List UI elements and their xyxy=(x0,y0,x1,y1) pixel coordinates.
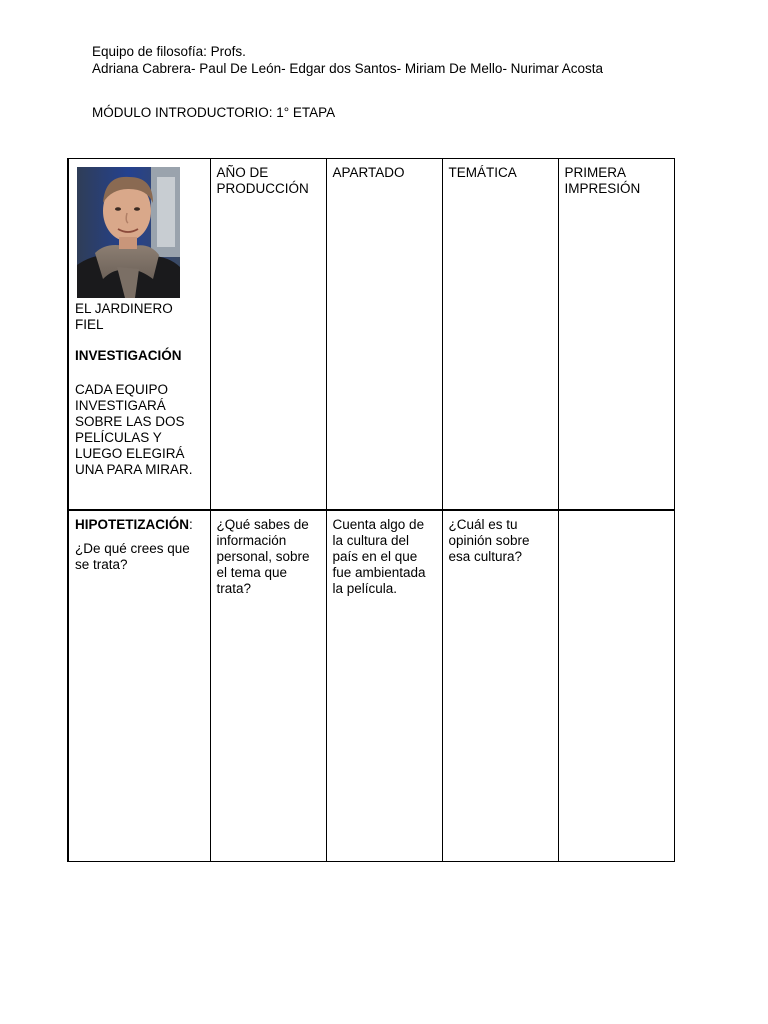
film-title: EL JARDINERO FIEL xyxy=(75,301,173,332)
table-row xyxy=(68,510,674,862)
research-instructions: CADA EQUIPO INVESTIGARÁ SOBRE LAS DOS PELÍCULAS Y LUEGO ELEGIRÁ UNA PARA MIRAR. xyxy=(75,382,193,477)
actor-photo xyxy=(77,167,180,298)
first-impression-header: PRIMERA IMPRESIÓN xyxy=(558,159,674,511)
hypothesis-label: HIPOTETIZACIÓN xyxy=(75,517,189,532)
culture-question: Cuenta algo de la cultura del país en el que fue ambientada la película. xyxy=(326,510,442,862)
empty-cell xyxy=(558,510,674,862)
team-line: Equipo de filosofía: Profs. xyxy=(92,44,246,59)
section-header: APARTADO xyxy=(326,159,442,511)
worksheet-table xyxy=(67,158,675,862)
document-header xyxy=(92,43,603,77)
hypothesis-cell xyxy=(68,510,210,862)
film-cell xyxy=(68,159,210,511)
module-title: MÓDULO INTRODUCTORIO: 1° ETAPA xyxy=(92,105,336,120)
table-row xyxy=(68,159,674,511)
production-year-header: AÑO DE PRODUCCIÓN xyxy=(210,159,326,511)
theme-header: TEMÁTICA xyxy=(442,159,558,511)
hypothesis-colon: : xyxy=(189,517,193,532)
personal-info-question: ¿Qué sabes de información personal, sobre el tema que trata? xyxy=(210,510,326,862)
research-label: INVESTIGACIÓN xyxy=(75,348,182,363)
opinion-question: ¿Cuál es tu opinión sobre esa cultura? xyxy=(442,510,558,862)
teachers-line: Adriana Cabrera- Paul De León- Edgar dos Santos- Miriam De Mello- Nurimar Acosta xyxy=(92,61,603,76)
hypothesis-question: ¿De qué crees que se trata? xyxy=(75,541,190,572)
